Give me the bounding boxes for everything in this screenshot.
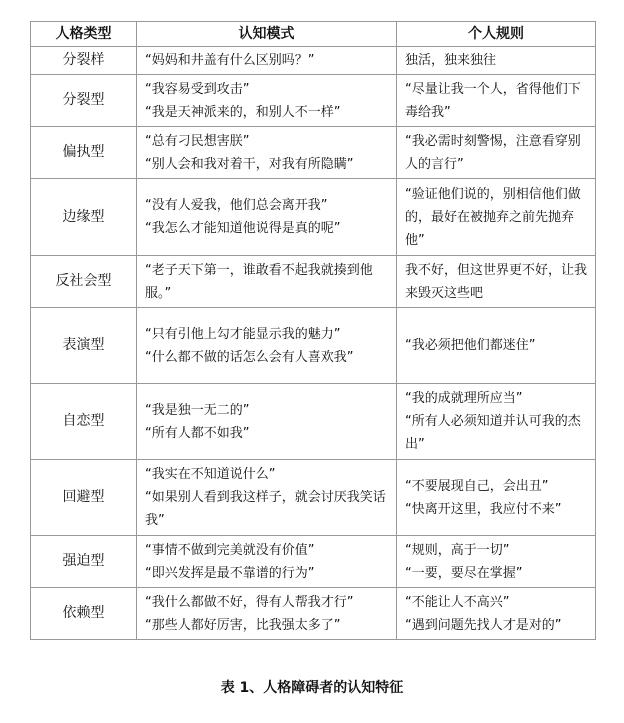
cognition-cell (137, 179, 397, 256)
table-row (31, 179, 596, 256)
cognition-cell (137, 308, 397, 384)
type-cell: 边缘型 (31, 179, 137, 256)
rules-cell (397, 384, 596, 460)
table-row (31, 75, 596, 127)
rules-line: “不要展现自己，会出丑” (405, 478, 549, 494)
table-row (31, 308, 596, 384)
cognition-cell (137, 384, 397, 460)
type-cell: 反社会型 (31, 256, 137, 308)
table-row (31, 256, 596, 308)
header-cognition: 认知模式 (137, 22, 397, 47)
cognition-line: “即兴发挥是最不靠谱的行为” (145, 565, 315, 581)
cognition-line: “别人会和我对着干，对我有所隐瞒” (145, 156, 354, 172)
cognition-line: “我怎么才能知道他说得是真的呢” (145, 221, 341, 236)
cognition-line: “只有引他上勾才能显示我的魅力” (145, 326, 341, 342)
cognition-line: “事情不做到完美就没有价值” (145, 542, 315, 558)
cognition-line: “我是独一无二的” (145, 402, 250, 418)
cognition-line: “我容易受到攻击” (145, 81, 250, 97)
type-cell: 强迫型 (31, 536, 137, 588)
type-cell: 依赖型 (31, 588, 137, 640)
cognition-line: “没有人爱我，他们总会离开我” (145, 198, 328, 213)
cognition-cell (137, 588, 397, 640)
cognition-line: “总有刁民想害朕” (145, 133, 250, 149)
rules-line: 独活，独来独往 (405, 53, 497, 68)
type-cell: 自恋型 (31, 384, 137, 460)
rules-line: “我必需时刻警惕，注意看穿别人的言行” (405, 133, 581, 172)
rules-cell (397, 127, 596, 179)
table-row (31, 47, 596, 75)
rules-line: “规则，高于一切” (405, 542, 510, 558)
header-type: 人格类型 (31, 22, 137, 47)
cognition-line: “如果别人看到我这样子，就会讨厌我笑话我” (145, 490, 386, 528)
cognition-cell (137, 127, 397, 179)
rules-line: 我不好，但这世界更不好，让我来毁灭这些吧 (405, 262, 588, 301)
table-row (31, 127, 596, 179)
rules-cell (397, 256, 596, 308)
rules-cell (397, 179, 596, 256)
cognition-cell (137, 75, 397, 127)
table-caption: 表 1、人格障碍者的认知特征 (220, 680, 404, 696)
rules-line: “验证他们说的，别相信他们做的，最好在被抛弃之前先抛弃他” (405, 186, 581, 248)
table-row (31, 460, 596, 536)
rules-cell (397, 588, 596, 640)
cognition-line: “妈妈和井盖有什么区别吗？” (145, 53, 315, 68)
cognition-line: “老子天下第一，谁敢看不起我就揍到他服。” (145, 262, 373, 301)
cognition-line: “我什么都做不好，得有人帮我才行” (145, 594, 354, 610)
type-cell: 分裂型 (31, 75, 137, 127)
table-row (31, 536, 596, 588)
cognition-line: “所有人都不如我” (145, 425, 250, 441)
header-rules: 个人规则 (397, 22, 596, 47)
cognition-line: “我是天神派来的，和别人不一样” (145, 104, 341, 120)
cognition-line: “什么都不做的话怎么会有人喜欢我” (145, 349, 354, 365)
cognition-cell (137, 256, 397, 308)
cognition-line: “我实在不知道说什么” (145, 467, 276, 482)
rules-line: “所有人必须知道并认可我的杰出” (405, 414, 581, 452)
table-header-row (31, 22, 596, 47)
rules-cell (397, 536, 596, 588)
type-cell: 偏执型 (31, 127, 137, 179)
table-row (31, 384, 596, 460)
cognition-cell (137, 47, 397, 75)
personality-cognition-table (30, 21, 596, 640)
type-cell: 回避型 (31, 460, 137, 536)
table-row (31, 588, 596, 640)
rules-line: “不能让人不高兴” (405, 594, 510, 610)
cognition-cell (137, 536, 397, 588)
rules-cell (397, 47, 596, 75)
rules-line: “快离开这里，我应付不来” (405, 501, 562, 517)
type-cell: 表演型 (31, 308, 137, 384)
rules-cell (397, 460, 596, 536)
cognition-cell (137, 460, 397, 536)
rules-cell (397, 308, 596, 384)
rules-line: “我必须把他们都迷住” (405, 338, 536, 353)
rules-line: “我的成就理所应当” (405, 391, 523, 406)
cognition-line: “那些人都好厉害，比我强太多了” (145, 617, 341, 633)
rules-line: “遇到问题先找人才是对的” (405, 617, 562, 633)
rules-cell (397, 75, 596, 127)
rules-line: “尽量让我一个人，省得他们下毒给我” (405, 81, 581, 120)
rules-line: “一要，要尽在掌握” (405, 565, 523, 581)
type-cell: 分裂样 (31, 47, 137, 75)
